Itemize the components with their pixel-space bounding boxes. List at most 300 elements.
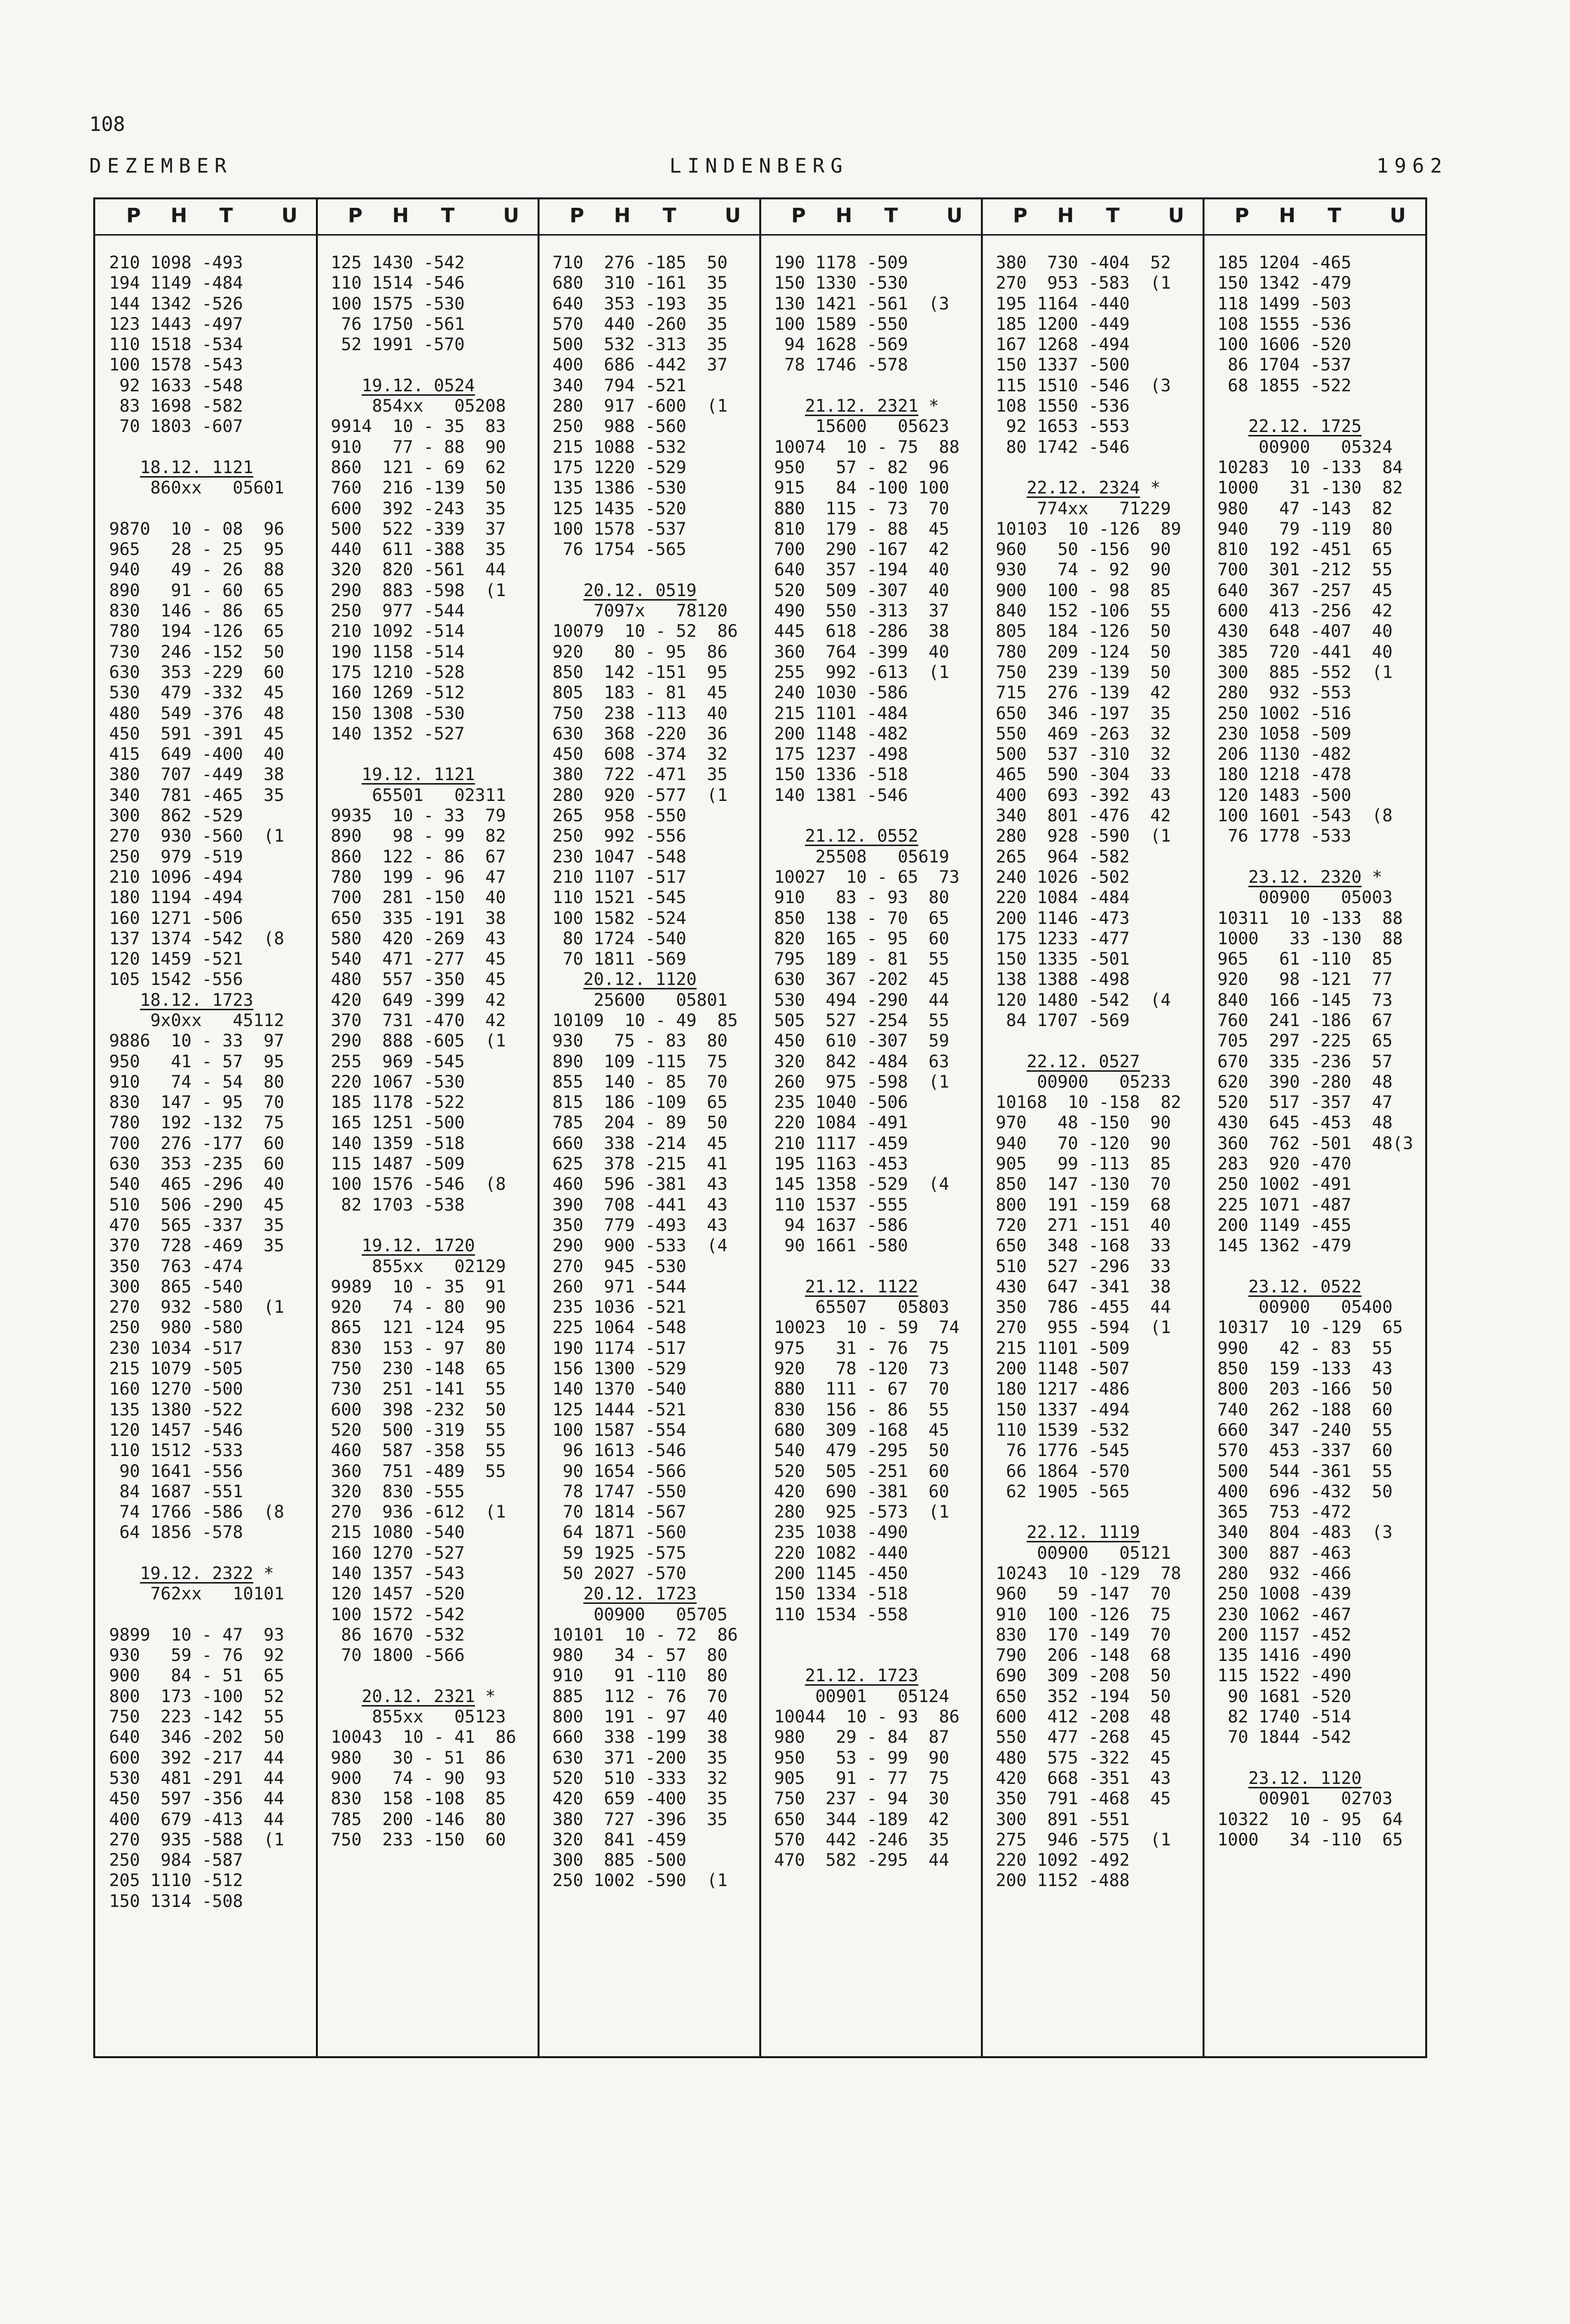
data-row: 240 1026 -502 bbox=[996, 867, 1130, 887]
data-row: 785 200 -146 80 bbox=[331, 1809, 506, 1830]
data-row: 144 1342 -526 bbox=[109, 294, 243, 314]
data-row: 400 693 -392 43 bbox=[996, 785, 1171, 805]
data-row: 690 309 -208 50 bbox=[996, 1666, 1171, 1686]
data-row: 83 1698 -582 bbox=[109, 396, 243, 417]
data-row: 950 41 - 57 95 bbox=[109, 1051, 285, 1072]
data-row: 850 138 - 70 65 bbox=[774, 908, 950, 928]
sounding-title bbox=[331, 376, 536, 396]
data-row: 65501 02311 bbox=[331, 785, 506, 805]
data-row: 210 1096 -494 bbox=[109, 867, 243, 887]
data-row: 82 1703 -538 bbox=[331, 1195, 465, 1215]
data-row: 800 191 -159 68 bbox=[996, 1195, 1171, 1215]
data-row: 215 1101 -484 bbox=[774, 703, 908, 724]
data-row: 620 390 -280 48 bbox=[1217, 1072, 1393, 1092]
data-row: 10044 10 - 93 86 bbox=[774, 1707, 960, 1727]
sounding-title bbox=[774, 826, 979, 847]
data-row: 715 276 -139 42 bbox=[996, 683, 1171, 703]
data-row: 185 1200 -449 bbox=[996, 314, 1130, 334]
header-rule bbox=[982, 234, 1204, 236]
sounding-date-time: 21.12. 0552 bbox=[805, 826, 918, 847]
data-row: 100 1575 -530 bbox=[331, 294, 465, 314]
data-row: 70 1844 -542 bbox=[1217, 1727, 1352, 1748]
data-row: 885 112 - 76 70 bbox=[552, 1686, 728, 1707]
table-column bbox=[982, 199, 1204, 2056]
data-row: 10109 10 - 49 85 bbox=[552, 1010, 738, 1031]
data-row: 920 80 - 95 86 bbox=[552, 642, 728, 662]
column-header bbox=[539, 204, 760, 232]
data-row: 390 708 -441 43 bbox=[552, 1195, 728, 1215]
data-row: 270 932 -580 (1 bbox=[109, 1297, 285, 1318]
sounding-title bbox=[774, 1666, 979, 1686]
data-row: 65507 05803 bbox=[774, 1297, 950, 1318]
data-row: 940 79 -119 80 bbox=[1217, 519, 1393, 539]
table-column bbox=[1204, 199, 1425, 2056]
data-row: 430 647 -341 38 bbox=[996, 1277, 1171, 1297]
data-row: 150 1336 -518 bbox=[774, 765, 908, 785]
data-row: 710 276 -185 50 bbox=[552, 253, 728, 273]
data-row: 815 186 -109 65 bbox=[552, 1093, 728, 1113]
sounding-date-time: 18.12. 1121 bbox=[140, 457, 253, 478]
data-row: 215 1079 -505 bbox=[109, 1359, 243, 1379]
blank-line bbox=[774, 806, 979, 826]
table-column bbox=[539, 199, 760, 2056]
data-row: 820 165 - 95 60 bbox=[774, 928, 950, 949]
data-row: 290 900 -533 (4 bbox=[552, 1236, 728, 1256]
header-rule bbox=[539, 234, 760, 236]
data-row: 510 527 -296 33 bbox=[996, 1256, 1171, 1277]
data-row: 900 100 - 98 85 bbox=[996, 580, 1171, 601]
data-row: 135 1416 -490 bbox=[1217, 1646, 1352, 1666]
data-row: 120 1459 -521 bbox=[109, 949, 243, 970]
column-header-label: T bbox=[1328, 204, 1341, 227]
column-separator bbox=[1203, 199, 1205, 2056]
column-body bbox=[552, 253, 757, 1892]
blank-line bbox=[1217, 847, 1422, 867]
data-row: 250 980 -580 bbox=[109, 1318, 243, 1338]
column-header-label: H bbox=[170, 204, 187, 227]
data-row: 283 920 -470 bbox=[1217, 1154, 1352, 1174]
blank-line bbox=[996, 458, 1201, 478]
data-row: 600 392 -217 44 bbox=[109, 1748, 285, 1768]
data-row: 9886 10 - 33 97 bbox=[109, 1031, 285, 1051]
data-row: 140 1359 -518 bbox=[331, 1133, 465, 1154]
data-row: 510 506 -290 45 bbox=[109, 1195, 285, 1215]
sounding-title bbox=[109, 458, 314, 478]
blank-line bbox=[774, 376, 979, 396]
data-row: 167 1268 -494 bbox=[996, 335, 1130, 355]
data-row: 550 477 -268 45 bbox=[996, 1727, 1171, 1748]
data-row: 160 1270 -500 bbox=[109, 1379, 243, 1400]
data-row: 640 346 -202 50 bbox=[109, 1727, 285, 1748]
data-row: 165 1251 -500 bbox=[331, 1113, 465, 1133]
data-row: 570 453 -337 60 bbox=[1217, 1441, 1393, 1461]
data-row: 140 1357 -543 bbox=[331, 1564, 465, 1584]
data-row: 145 1358 -529 (4 bbox=[774, 1174, 950, 1195]
data-row: 9870 10 - 08 96 bbox=[109, 519, 285, 539]
data-row: 100 1587 -554 bbox=[552, 1420, 687, 1440]
data-row: 900 84 - 51 65 bbox=[109, 1666, 285, 1686]
data-row: 855 140 - 85 70 bbox=[552, 1072, 728, 1092]
data-row: 910 83 - 93 80 bbox=[774, 888, 950, 908]
data-row: 100 1576 -546 (8 bbox=[331, 1174, 506, 1195]
data-row: 275 946 -575 (1 bbox=[996, 1830, 1171, 1850]
data-row: 950 53 - 99 90 bbox=[774, 1748, 950, 1768]
data-row: 110 1534 -558 bbox=[774, 1604, 908, 1625]
column-separator bbox=[538, 199, 540, 2056]
data-row: 270 953 -583 (1 bbox=[996, 273, 1171, 294]
data-row: 10243 10 -129 78 bbox=[996, 1564, 1181, 1584]
data-row: 660 347 -240 55 bbox=[1217, 1420, 1393, 1440]
data-row: 380 707 -449 38 bbox=[109, 765, 285, 785]
data-row: 650 348 -168 33 bbox=[996, 1236, 1171, 1256]
data-row: 86 1670 -532 bbox=[331, 1625, 465, 1645]
data-row: 78 1747 -550 bbox=[552, 1481, 687, 1502]
data-row: 705 297 -225 65 bbox=[1217, 1031, 1393, 1051]
data-row: 265 958 -550 bbox=[552, 806, 687, 826]
data-row: 505 527 -254 55 bbox=[774, 1010, 950, 1031]
data-row: 175 1220 -529 bbox=[552, 457, 687, 478]
data-row: 120 1483 -500 bbox=[1217, 785, 1352, 805]
data-row: 1000 33 -130 88 bbox=[1217, 928, 1403, 949]
table-column bbox=[317, 199, 539, 2056]
data-row: 340 794 -521 bbox=[552, 375, 687, 396]
data-row: 750 239 -139 50 bbox=[996, 662, 1171, 682]
sounding-date-time: 22.12. 2324 bbox=[1027, 478, 1140, 498]
sounding-title bbox=[552, 1584, 757, 1604]
data-row: 220 1092 -492 bbox=[996, 1850, 1130, 1871]
data-row: 180 1217 -486 bbox=[996, 1379, 1130, 1400]
data-row: 960 50 -156 90 bbox=[996, 540, 1171, 560]
data-row: 280 932 -466 bbox=[1217, 1564, 1352, 1584]
sounding-title bbox=[1217, 417, 1422, 437]
blank-line bbox=[109, 1543, 314, 1564]
data-row: 660 338 -214 45 bbox=[552, 1133, 728, 1154]
data-row: 520 505 -251 60 bbox=[774, 1461, 950, 1481]
data-row: 445 618 -286 38 bbox=[774, 621, 950, 642]
data-row: 10027 10 - 65 73 bbox=[774, 867, 960, 887]
data-row: 980 30 - 51 86 bbox=[331, 1748, 506, 1768]
data-row: 270 930 -560 (1 bbox=[109, 826, 285, 847]
data-row: 120 1480 -542 (4 bbox=[996, 990, 1171, 1010]
data-row: 280 928 -590 (1 bbox=[996, 826, 1171, 847]
data-row: 780 192 -132 75 bbox=[109, 1113, 285, 1133]
data-row: 210 1117 -459 bbox=[774, 1133, 908, 1154]
data-row: 70 1814 -567 bbox=[552, 1502, 687, 1523]
data-row: 465 590 -304 33 bbox=[996, 765, 1171, 785]
data-row: 235 1036 -521 bbox=[552, 1297, 687, 1318]
data-row: 630 368 -220 36 bbox=[552, 724, 728, 744]
column-header-label: U bbox=[1389, 204, 1406, 227]
data-row: 185 1204 -465 bbox=[1217, 253, 1352, 273]
data-row: 194 1149 -484 bbox=[109, 273, 243, 294]
data-row: 460 596 -381 43 bbox=[552, 1174, 728, 1195]
data-row: 930 75 - 83 80 bbox=[552, 1031, 728, 1051]
column-header-label: H bbox=[835, 204, 852, 227]
data-row: 990 42 - 83 55 bbox=[1217, 1338, 1393, 1358]
data-row: 135 1386 -530 bbox=[552, 478, 687, 498]
header-year: 1962 bbox=[1376, 155, 1448, 178]
data-row: 625 378 -215 41 bbox=[552, 1154, 728, 1174]
header-rule bbox=[95, 234, 317, 236]
data-row: 130 1421 -561 (3 bbox=[774, 294, 950, 314]
sounding-date-time: 22.12. 1725 bbox=[1248, 417, 1362, 437]
column-separator bbox=[759, 199, 761, 2056]
column-body bbox=[1217, 253, 1422, 1850]
data-row: 84 1707 -569 bbox=[996, 1010, 1130, 1031]
data-row: 570 442 -246 35 bbox=[774, 1830, 950, 1850]
data-row: 190 1174 -517 bbox=[552, 1338, 687, 1358]
data-row: 700 276 -177 60 bbox=[109, 1133, 285, 1154]
data-row: 110 1539 -532 bbox=[996, 1420, 1130, 1440]
data-row: 76 1754 -565 bbox=[552, 540, 687, 560]
sounding-date-time: 21.12. 1723 bbox=[805, 1666, 918, 1686]
data-row: 830 146 - 86 65 bbox=[109, 601, 285, 621]
header-rule bbox=[760, 234, 982, 236]
column-header-label: U bbox=[503, 204, 519, 227]
data-row: 980 47 -143 82 bbox=[1217, 498, 1393, 519]
data-row: 830 170 -149 70 bbox=[996, 1625, 1171, 1645]
data-row: 90 1654 -566 bbox=[552, 1461, 687, 1481]
column-header-label: T bbox=[884, 204, 898, 227]
data-row: 180 1218 -478 bbox=[1217, 765, 1352, 785]
column-header-label: U bbox=[725, 204, 741, 227]
data-row: 970 48 -150 90 bbox=[996, 1113, 1171, 1133]
data-row: 450 608 -374 32 bbox=[552, 744, 728, 765]
blank-line bbox=[109, 499, 314, 519]
data-row: 9935 10 - 33 79 bbox=[331, 806, 506, 826]
data-row: 74 1766 -586 (8 bbox=[109, 1502, 285, 1523]
sounding-title bbox=[996, 1523, 1201, 1543]
data-row: 910 100 -126 75 bbox=[996, 1604, 1171, 1625]
data-row: 9989 10 - 35 91 bbox=[331, 1277, 506, 1297]
data-row: 220 1084 -484 bbox=[996, 888, 1130, 908]
table-column bbox=[760, 199, 982, 2056]
sounding-date-time: 19.12. 0524 bbox=[362, 375, 475, 396]
data-row: 440 611 -388 35 bbox=[331, 540, 506, 560]
data-row: 70 1800 -566 bbox=[331, 1646, 465, 1666]
data-row: 70 1803 -607 bbox=[109, 417, 243, 437]
data-row: 380 730 -404 52 bbox=[996, 253, 1171, 273]
data-row: 700 290 -167 42 bbox=[774, 540, 950, 560]
data-row: 10322 10 - 95 64 bbox=[1217, 1809, 1403, 1830]
data-row: 530 481 -291 44 bbox=[109, 1768, 285, 1788]
data-row: 100 1582 -524 bbox=[552, 908, 687, 928]
data-row: 190 1158 -514 bbox=[331, 642, 465, 662]
header-rule bbox=[1204, 234, 1425, 236]
data-row: 280 932 -553 bbox=[1217, 683, 1352, 703]
data-row: 480 575 -322 45 bbox=[996, 1748, 1171, 1768]
blank-line bbox=[996, 1502, 1201, 1523]
data-row: 255 969 -545 bbox=[331, 1051, 465, 1072]
data-row: 790 206 -148 68 bbox=[996, 1646, 1171, 1666]
data-row: 840 166 -145 73 bbox=[1217, 990, 1393, 1010]
data-row: 280 925 -573 (1 bbox=[774, 1502, 950, 1523]
data-row: 320 842 -484 63 bbox=[774, 1051, 950, 1072]
data-row: 480 557 -350 45 bbox=[331, 970, 506, 990]
data-row: 180 1194 -494 bbox=[109, 888, 243, 908]
data-row: 76 1778 -533 bbox=[1217, 826, 1352, 847]
data-row: 910 74 - 54 80 bbox=[109, 1072, 285, 1092]
data-row: 580 420 -269 43 bbox=[331, 928, 506, 949]
data-row: 210 1107 -517 bbox=[552, 867, 687, 887]
data-row: 920 98 -121 77 bbox=[1217, 970, 1393, 990]
data-row: 80 1724 -540 bbox=[552, 928, 687, 949]
data-row: 250 984 -587 bbox=[109, 1850, 243, 1871]
column-separator bbox=[316, 199, 318, 2056]
column-header-label: U bbox=[281, 204, 298, 227]
data-row: 300 862 -529 bbox=[109, 806, 243, 826]
data-row: 730 246 -152 50 bbox=[109, 642, 285, 662]
data-row: 680 310 -161 35 bbox=[552, 273, 728, 294]
blank-line bbox=[331, 1216, 536, 1236]
data-row: 980 34 - 57 80 bbox=[552, 1646, 728, 1666]
data-row: 380 722 -471 35 bbox=[552, 765, 728, 785]
data-row: 540 471 -277 45 bbox=[331, 949, 506, 970]
header-station: LINDENBERG bbox=[669, 155, 848, 178]
data-row: 740 262 -188 60 bbox=[1217, 1400, 1393, 1420]
data-row: 100 1601 -543 (8 bbox=[1217, 806, 1393, 826]
column-body bbox=[331, 253, 536, 1850]
data-row: 280 917 -600 (1 bbox=[552, 396, 728, 417]
data-row: 600 398 -232 50 bbox=[331, 1400, 506, 1420]
page-number: 108 bbox=[89, 113, 125, 136]
data-row: 500 522 -339 37 bbox=[331, 519, 506, 539]
data-row: 160 1271 -506 bbox=[109, 908, 243, 928]
data-row: 750 237 - 94 30 bbox=[774, 1789, 950, 1809]
column-separator bbox=[981, 199, 983, 2056]
data-row: 265 964 -582 bbox=[996, 847, 1130, 867]
data-row: 76 1776 -545 bbox=[996, 1441, 1130, 1461]
data-row: 190 1178 -509 bbox=[774, 253, 908, 273]
column-header-label: U bbox=[946, 204, 963, 227]
column-header bbox=[982, 204, 1204, 232]
data-row: 00900 05121 bbox=[996, 1543, 1171, 1563]
data-row: 200 1157 -452 bbox=[1217, 1625, 1352, 1645]
column-header-label: H bbox=[392, 204, 409, 227]
sounding-date-time: 20.12. 2321 bbox=[362, 1686, 475, 1707]
column-header bbox=[317, 204, 539, 232]
data-row: 600 412 -208 48 bbox=[996, 1707, 1171, 1727]
sounding-date-time: 23.12. 2320 bbox=[1248, 867, 1362, 887]
data-row: 450 610 -307 59 bbox=[774, 1031, 950, 1051]
data-row: 810 192 -451 65 bbox=[1217, 540, 1393, 560]
column-header bbox=[95, 204, 317, 232]
data-row: 230 1062 -467 bbox=[1217, 1604, 1352, 1625]
data-row: 235 1038 -490 bbox=[774, 1523, 908, 1543]
data-row: 650 344 -189 42 bbox=[774, 1809, 950, 1830]
data-row: 530 494 -290 44 bbox=[774, 990, 950, 1010]
data-row: 700 301 -212 55 bbox=[1217, 560, 1393, 580]
data-row: 760 241 -186 67 bbox=[1217, 1010, 1393, 1031]
data-row: 115 1487 -509 bbox=[331, 1154, 465, 1174]
data-row: 650 346 -197 35 bbox=[996, 703, 1171, 724]
data-row: 145 1362 -479 bbox=[1217, 1236, 1352, 1256]
data-row: 230 1058 -509 bbox=[1217, 724, 1352, 744]
data-row: 150 1342 -479 bbox=[1217, 273, 1352, 294]
data-row: 850 142 -151 95 bbox=[552, 662, 728, 682]
data-row: 860xx 05601 bbox=[109, 478, 285, 498]
data-row: 260 971 -544 bbox=[552, 1277, 687, 1297]
blank-line bbox=[774, 1257, 979, 1277]
data-row: 865 121 -124 95 bbox=[331, 1318, 506, 1338]
data-row: 120 1457 -546 bbox=[109, 1420, 243, 1440]
data-row: 630 353 -229 60 bbox=[109, 662, 285, 682]
data-row: 905 99 -113 85 bbox=[996, 1154, 1171, 1174]
data-row: 185 1178 -522 bbox=[331, 1093, 465, 1113]
data-row: 920 78 -120 73 bbox=[774, 1359, 950, 1379]
data-row: 59 1925 -575 bbox=[552, 1543, 687, 1563]
column-header-label: T bbox=[219, 204, 233, 227]
data-row: 10168 10 -158 82 bbox=[996, 1093, 1181, 1113]
data-row: 750 233 -150 60 bbox=[331, 1830, 506, 1850]
data-row: 160 1270 -527 bbox=[331, 1543, 465, 1563]
data-row: 138 1388 -498 bbox=[996, 970, 1130, 990]
blank-line bbox=[331, 355, 536, 375]
sounding-date-time: 23.12. 0522 bbox=[1248, 1277, 1362, 1297]
blank-line bbox=[552, 560, 757, 580]
data-row: 250 1002 -516 bbox=[1217, 703, 1352, 724]
data-row: 200 1148 -482 bbox=[774, 724, 908, 744]
data-row: 320 830 -555 bbox=[331, 1481, 465, 1502]
data-row: 80 1742 -546 bbox=[996, 437, 1130, 457]
data-row: 76 1750 -561 bbox=[331, 314, 465, 334]
data-row: 00901 05124 bbox=[774, 1686, 950, 1707]
data-row: 750 230 -148 65 bbox=[331, 1359, 506, 1379]
data-row: 630 353 -235 60 bbox=[109, 1154, 285, 1174]
data-row: 370 731 -470 42 bbox=[331, 1010, 506, 1031]
data-row: 200 1149 -455 bbox=[1217, 1215, 1352, 1235]
data-row: 930 74 - 92 90 bbox=[996, 560, 1171, 580]
data-row: 94 1628 -569 bbox=[774, 335, 908, 355]
data-row: 420 690 -381 60 bbox=[774, 1481, 950, 1502]
data-row: 230 1034 -517 bbox=[109, 1338, 243, 1358]
data-row: 90 1661 -580 bbox=[774, 1236, 908, 1256]
data-row: 520 517 -357 47 bbox=[1217, 1093, 1393, 1113]
data-row: 240 1030 -586 bbox=[774, 683, 908, 703]
data-row: 800 173 -100 52 bbox=[109, 1686, 285, 1707]
data-row: 700 281 -150 40 bbox=[331, 888, 506, 908]
data-row: 795 189 - 81 55 bbox=[774, 949, 950, 970]
data-row: 300 885 -552 (1 bbox=[1217, 662, 1393, 682]
data-row: 805 183 - 81 45 bbox=[552, 683, 728, 703]
data-row: 470 582 -295 44 bbox=[774, 1850, 950, 1871]
data-row: 360 762 -501 48(3 bbox=[1217, 1133, 1413, 1154]
data-row: 00900 05400 bbox=[1217, 1297, 1393, 1318]
data-row: 10043 10 - 41 86 bbox=[331, 1727, 516, 1748]
data-row: 760 216 -139 50 bbox=[331, 478, 506, 498]
data-row: 225 1064 -548 bbox=[552, 1318, 687, 1338]
data-row: 890 98 - 99 82 bbox=[331, 826, 506, 847]
data-row: 660 338 -199 38 bbox=[552, 1727, 728, 1748]
data-row: 940 49 - 26 88 bbox=[109, 560, 285, 580]
data-row: 90 1641 -556 bbox=[109, 1461, 243, 1481]
column-header-label: P bbox=[1234, 204, 1249, 227]
data-row: 730 251 -141 55 bbox=[331, 1379, 506, 1400]
data-row: 385 720 -441 40 bbox=[1217, 642, 1393, 662]
data-row: 100 1578 -543 bbox=[109, 355, 243, 375]
data-row: 340 781 -465 35 bbox=[109, 785, 285, 805]
sounding-title: 22.12. 2324 * bbox=[1027, 478, 1161, 498]
data-row: 195 1163 -453 bbox=[774, 1154, 908, 1174]
column-header-label: P bbox=[126, 204, 141, 227]
data-row: 10283 10 -133 84 bbox=[1217, 457, 1403, 478]
sounding-date-time: 18.12. 1723 bbox=[140, 990, 253, 1010]
data-row: 365 753 -472 bbox=[1217, 1502, 1352, 1523]
sounding-title: 23.12. 2320 * bbox=[1248, 867, 1383, 887]
data-row: 00900 05003 bbox=[1217, 888, 1393, 908]
data-row: 10311 10 -133 88 bbox=[1217, 908, 1403, 928]
data-row: 540 465 -296 40 bbox=[109, 1174, 285, 1195]
